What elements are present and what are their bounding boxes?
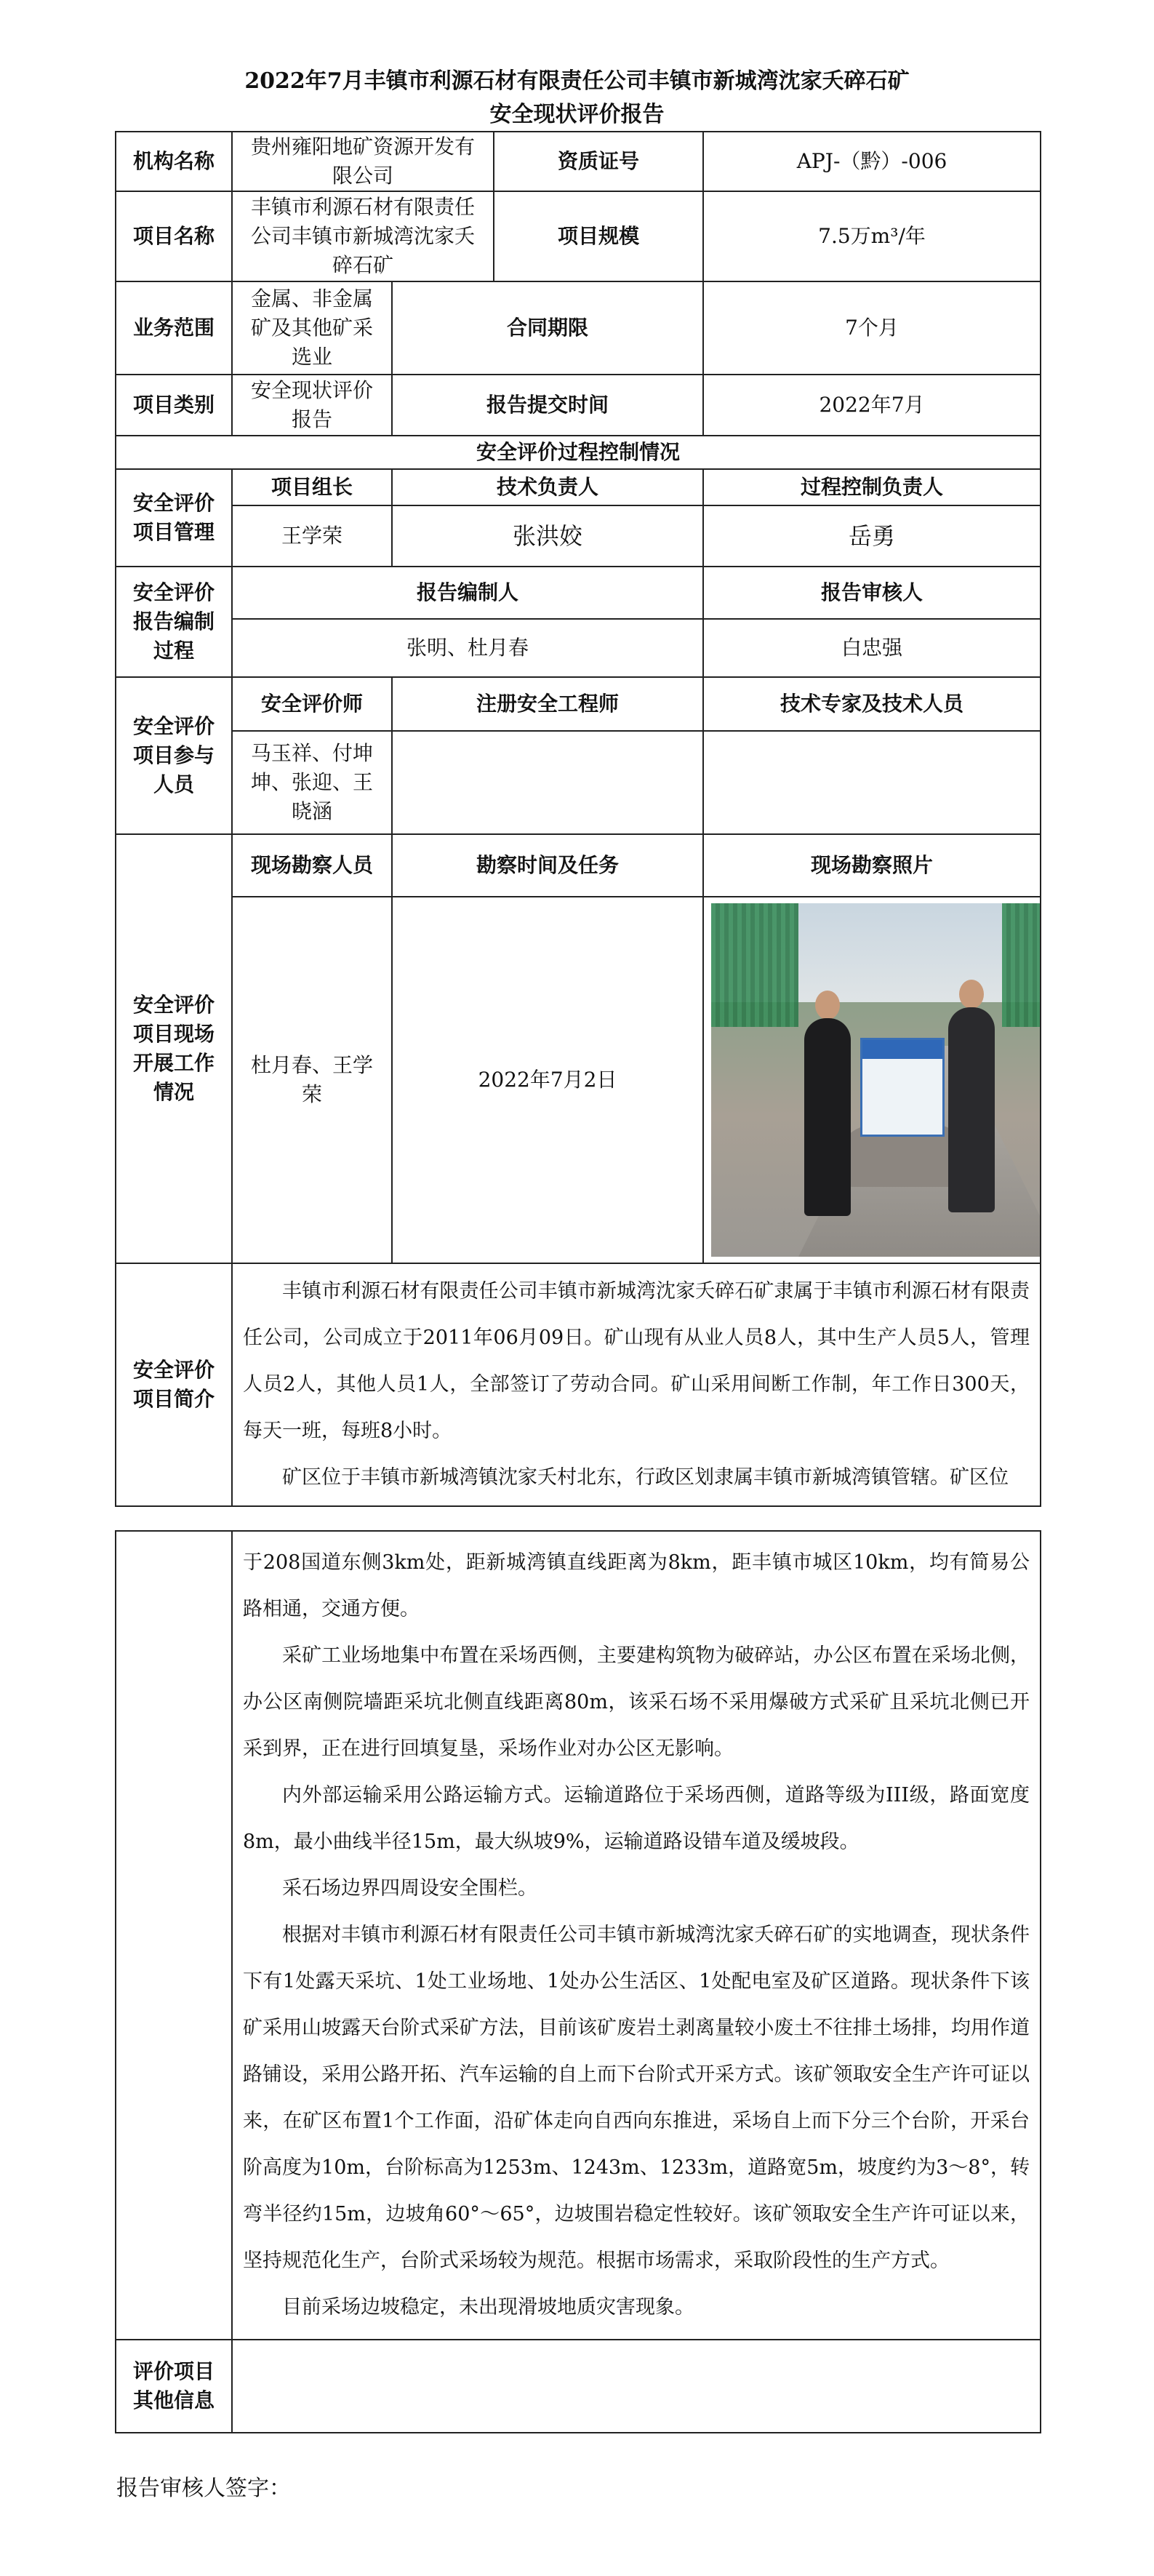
submit-value: 2022年7月 [703,375,1041,436]
intro-paragraph: 内外部运输采用公路运输方式。运输道路位于采场西侧，道路等级为III级，路面宽度8m，最小曲线半径15m，最大纵坡9%，运输道路设错车道及缓坡段。 [243,1784,1030,1853]
org-value: 贵州雍阳地矿资源开发有限公司 [232,132,494,191]
person-right-icon [948,1007,995,1212]
cert-label: 资质证号 [494,132,703,191]
person-head-right [959,980,984,1009]
fence-right-shape [1002,903,1041,1027]
other-info-label: 评价项目其他信息 [116,2340,232,2433]
process-section-title: 安全评价过程控制情况 [116,436,1041,469]
evaluation-form-page1 [115,131,1041,1507]
management-process: 岳勇 [703,505,1041,567]
compile-label: 安全评价报告编制过程 [116,567,232,677]
site-label: 安全评价项目现场开展工作情况 [116,834,232,1263]
intro-paragraph: 丰镇市利源石材有限责任公司丰镇市新城湾沈家夭碎石矿隶属于丰镇市利源石材有限责任公司，公司成立于2011年06月09日。矿山现有从业人员8人，其中生产人员5人，管理人员2人，其他人员1人，全部签订了劳动合同。矿山采用间断工作制，年工作日300天，每天一班，每班8小时。 [243,1280,1030,1442]
reviewer-signature-label: 报告审核人签字： [116,2476,291,2501]
intro-paragraph: 根据对丰镇市利源石材有限责任公司丰镇市新城湾沈家夭碎石矿的实地调查，现状条件下有1处露天采坑、1处工业场地、1处办公生活区、1处配电室及矿区道路。现状条件下该矿采用山坡露天台阶式采矿方法，目前该矿废岩土剥离量较小废土不往排土场排，均用作道路铺设，采用公路开拓、汽车运输的自上而下台阶式开采方式。该矿领取安全生产许可证以来，在矿区布置1个工作面，沿矿体走向自西向东推进，采场自上而下分三个台阶，开采台阶高度为10m，台阶标高为1253m、1243m、1233m，道路宽5m，坡度约为3～8°，转弯半径约15m，边坡角60°～65°，边坡围岩稳定性较好。该矿领取安全生产许可证以来，坚持规范化生产，台阶式采场较为规范。根据市场需求，采取阶段性的生产方式。 [243,1924,1030,2272]
person-head-left [815,991,840,1020]
contract-label: 合同期限 [392,281,703,375]
scope-value: 金属、非金属矿及其他矿采选业 [232,281,392,375]
evaluation-form-page2 [115,1530,1041,2433]
org-label: 机构名称 [116,132,232,191]
category-label: 项目类别 [116,375,232,436]
site-time: 2022年7月2日 [392,897,703,1263]
intro-text-page1 [232,1263,1041,1506]
site-photo-cell [703,897,1041,1263]
cert-value: APJ-（黔）-006 [703,132,1041,191]
participants-header-evaluator: 安全评价师 [232,677,392,731]
management-leader: 王学荣 [232,505,392,567]
intro-paragraph: 采矿工业场地集中布置在采场西侧，主要建构筑物为破碎站，办公区布置在采场北侧，办公区南侧院墙距采坑北侧直线距离80m，该采石场不采用爆破方式采矿且采坑北侧已开采到界，正在进行回填复垦，采场作业对办公区无影响。 [243,1644,1030,1760]
site-header-time: 勘察时间及任务 [392,834,703,897]
fence-left-shape [711,903,798,1027]
scale-value: 7.5万m³/年 [703,191,1041,281]
intro-text-page2 [232,1531,1041,2340]
compile-author: 张明、杜月春 [232,619,703,677]
participants-experts [703,731,1041,834]
intro-paragraph: 采石场边界四周设安全围栏。 [282,1877,537,1900]
report-title-line1: 2022年7月丰镇市利源石材有限责任公司丰镇市新城湾沈家夭碎石矿 [244,68,910,94]
compile-reviewer: 白忠强 [703,619,1041,677]
intro-paragraph: 目前采场边坡稳定，未出现滑坡地质灾害现象。 [282,2296,694,2319]
site-header-staff: 现场勘察人员 [232,834,392,897]
contract-value: 7个月 [703,281,1041,375]
participants-header-expert: 技术专家及技术人员 [703,677,1041,731]
participants-engineers [392,731,703,834]
participants-evaluators: 马玉祥、付坤坤、张迎、王晓涵 [232,731,392,834]
intro-paragraph: 于208国道东侧3km处，距新城湾镇直线距离为8km，距丰镇市城区10km，均有简易公路相通，交通方便。 [243,1551,1030,1620]
management-tech: 张洪姣 [392,505,703,567]
report-title-line2: 安全现状评价报告 [489,102,665,127]
management-header-tech: 技术负责人 [392,469,703,505]
compile-header-author: 报告编制人 [232,567,703,619]
submit-label: 报告提交时间 [392,375,703,436]
project-value: 丰镇市利源石材有限责任公司丰镇市新城湾沈家夭碎石矿 [232,191,494,281]
scope-label: 业务范围 [116,281,232,375]
site-staff: 杜月春、王学荣 [232,897,392,1263]
category-value: 安全现状评价报告 [232,375,392,436]
project-label: 项目名称 [116,191,232,281]
intro-label-continued [116,1531,232,2340]
intro-paragraph: 矿区位于丰镇市新城湾镇沈家夭村北东，行政区划隶属丰镇市新城湾镇管辖。矿区位 [282,1466,1009,1489]
participants-label: 安全评价项目参与人员 [116,677,232,834]
site-header-photo: 现场勘察照片 [703,834,1041,897]
participants-header-engineer: 注册安全工程师 [392,677,703,731]
intro-label: 安全评价项目简介 [116,1263,232,1506]
management-label: 安全评价项目管理 [116,469,232,567]
sign-board-icon [860,1038,945,1137]
scale-label: 项目规模 [494,191,703,281]
site-photo [711,903,1041,1257]
management-header-process: 过程控制负责人 [703,469,1041,505]
management-header-leader: 项目组长 [232,469,392,505]
compile-header-reviewer: 报告审核人 [703,567,1041,619]
person-left-icon [804,1018,851,1216]
other-info-value [232,2340,1041,2433]
